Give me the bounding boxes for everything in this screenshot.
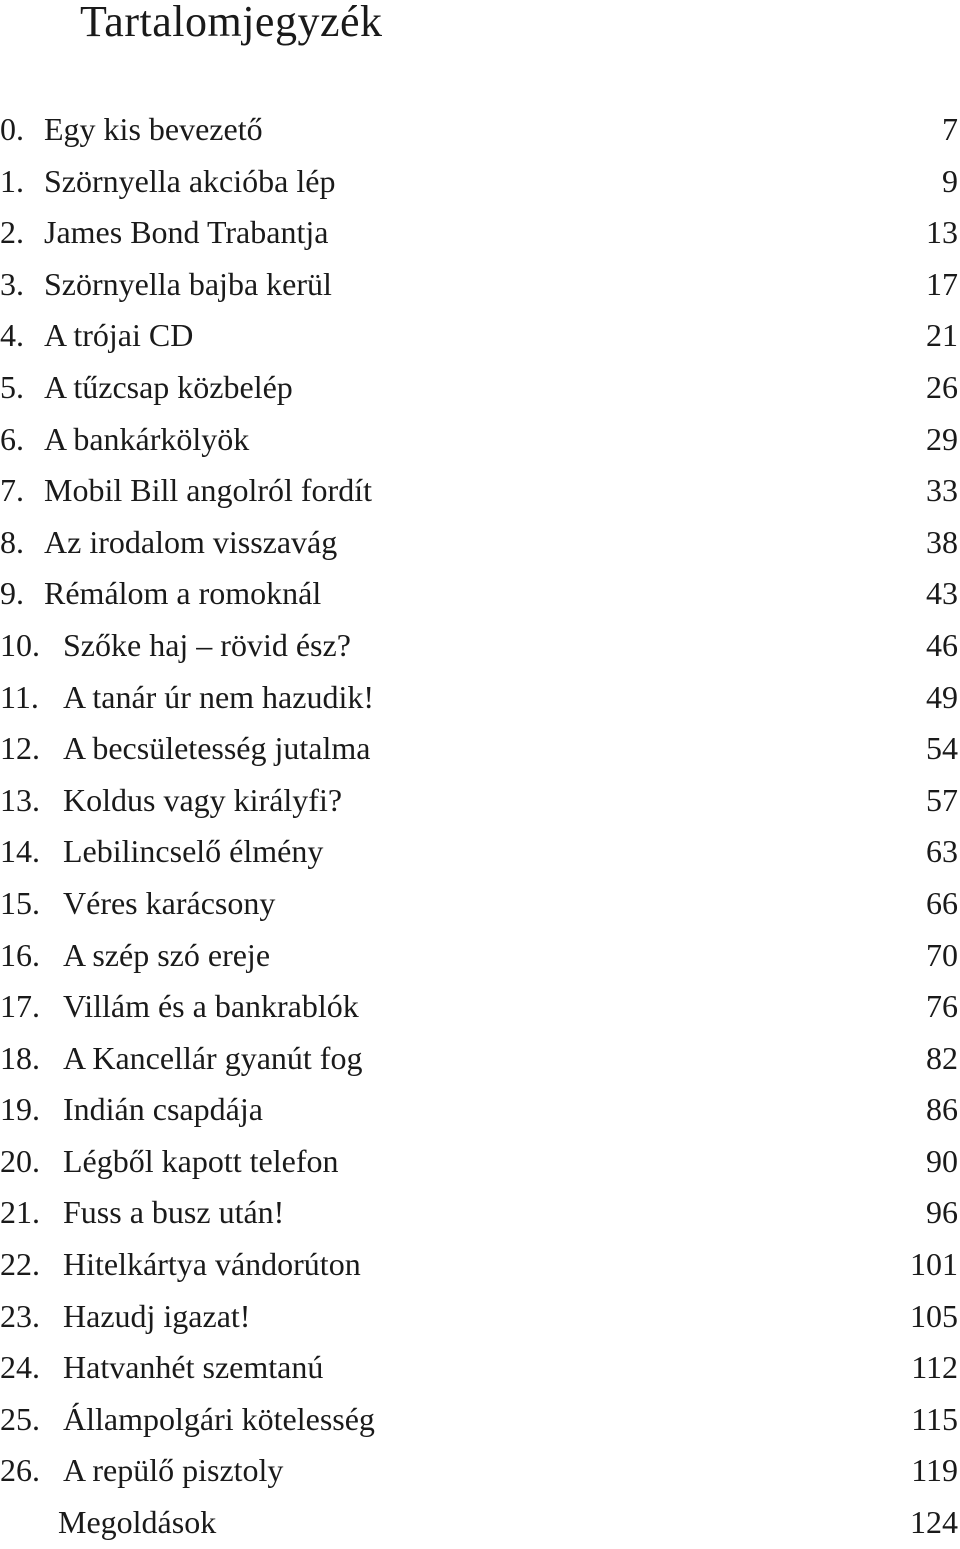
toc-entry-number: 20.	[0, 1142, 40, 1179]
toc-entry	[0, 981, 960, 1033]
toc-entry-number: 15.	[0, 884, 40, 921]
toc-entry-title: Szörnyella akcióba lép	[44, 162, 336, 199]
toc-entry-page-number: 9	[942, 162, 958, 199]
toc-entry-page-number: 86	[926, 1091, 958, 1128]
toc-entry-page-number: 112	[911, 1349, 958, 1386]
toc-entry-page-number: 7	[942, 111, 958, 147]
toc-entry-title: Megoldások	[58, 1504, 217, 1541]
toc-entry-title: Hazudj igazat!	[63, 1297, 251, 1334]
toc-entry-number: 5.	[0, 368, 24, 405]
toc-entry-number: 6.	[0, 420, 24, 457]
toc-entry-page-number: 54	[926, 730, 958, 767]
toc-entry-page-number: 21	[926, 317, 958, 354]
toc-entry	[0, 826, 960, 878]
toc-entry-page-number: 49	[926, 678, 958, 715]
toc-entry-page-number: 66	[926, 884, 958, 921]
toc-entry-page-number: 63	[926, 833, 958, 870]
toc-entry	[0, 1084, 960, 1136]
toc-entry-title: Villám és a bankrablók	[63, 988, 359, 1025]
toc-entry	[0, 568, 960, 620]
toc-entry-page-number: 13	[926, 214, 958, 251]
toc-entry-page-number: 76	[926, 988, 958, 1025]
toc-entry-number: 0.	[0, 111, 24, 147]
toc-entry-page-number: 82	[926, 1039, 958, 1076]
toc-entry-number: 2.	[0, 214, 24, 251]
toc-entry-number: 22.	[0, 1246, 40, 1283]
toc-entry-title: Az irodalom visszavág	[44, 523, 338, 560]
toc-entry-number: 10.	[0, 626, 40, 663]
toc-entry	[0, 1291, 960, 1343]
toc-entry-title: Szörnyella bajba kerül	[44, 265, 332, 302]
toc-entry-number: 8.	[0, 523, 24, 560]
toc-entry-number: 4.	[0, 317, 24, 354]
toc-entry-page-number: 115	[911, 1400, 958, 1437]
toc-entry-title: Egy kis bevezető	[44, 111, 263, 147]
toc-entry-number: 9.	[0, 575, 24, 612]
toc-entry-number: 19.	[0, 1091, 40, 1128]
toc-entry-number: 17.	[0, 988, 40, 1025]
toc-entry-page-number: 43	[926, 575, 958, 612]
toc-entry-page-number: 57	[926, 781, 958, 818]
toc-entry-number: 13.	[0, 781, 40, 818]
toc-entry-title: A tanár úr nem hazudik!	[63, 678, 374, 715]
toc-entry-page-number: 29	[926, 420, 958, 457]
toc-entry	[0, 1394, 960, 1446]
toc-entry	[0, 672, 960, 724]
toc-entry-title: A becsületesség jutalma	[63, 730, 371, 767]
toc-entry	[0, 414, 960, 466]
toc-entry-number: 25.	[0, 1400, 40, 1437]
toc-entry-number: 14.	[0, 833, 40, 870]
toc-entry-page-number: 119	[911, 1452, 958, 1489]
toc-entry-title: A Kancellár gyanút fog	[63, 1039, 363, 1076]
toc-entry-title: A bankárkölyök	[44, 420, 250, 457]
toc-entry-title: Indián csapdája	[63, 1091, 263, 1128]
toc-entry-title: Fuss a busz után!	[63, 1194, 285, 1231]
toc-entry-title: Hitelkártya vándorúton	[63, 1246, 361, 1283]
toc-entry	[0, 362, 960, 414]
toc-entry	[0, 930, 960, 982]
toc-entry	[0, 775, 960, 827]
toc-entry-title: Légből kapott telefon	[63, 1142, 339, 1179]
toc-entry	[0, 1342, 960, 1394]
toc-entry-page-number: 17	[926, 265, 958, 302]
toc-entry	[0, 1033, 960, 1085]
toc-entry	[0, 104, 960, 156]
toc-entry-number: 11.	[0, 678, 39, 715]
page-title: Tartalomjegyzék	[80, 0, 383, 46]
toc-entry-page-number: 70	[926, 936, 958, 973]
toc-entry-title: Rémálom a romoknál	[44, 575, 322, 612]
toc-entry	[0, 1497, 960, 1549]
toc-entry-page-number: 124	[910, 1504, 958, 1541]
toc-entry	[0, 1187, 960, 1239]
toc-entry-title: Lebilincselő élmény	[63, 833, 324, 870]
toc-entry-number: 7.	[0, 472, 24, 509]
toc-entry	[0, 1445, 960, 1497]
toc-entry-page-number: 38	[926, 523, 958, 560]
toc-entry	[0, 465, 960, 517]
toc-entry	[0, 259, 960, 311]
toc-entry-number: 26.	[0, 1452, 40, 1489]
toc-entry-title: A repülő pisztoly	[63, 1452, 284, 1489]
toc-entry-title: Hatvanhét szemtanú	[63, 1349, 324, 1386]
toc-entry-title: Szőke haj – rövid ész?	[63, 626, 351, 663]
toc-entry	[0, 156, 960, 208]
toc-entry-page-number: 96	[926, 1194, 958, 1231]
toc-entry-title: Koldus vagy királyfi?	[63, 781, 343, 818]
toc-entry-title: Mobil Bill angolról fordít	[44, 472, 372, 509]
toc-entry-number: 12.	[0, 730, 40, 767]
toc-entry-title: James Bond Trabantja	[44, 214, 329, 251]
toc-entry-page-number: 26	[926, 368, 958, 405]
table-of-contents	[0, 104, 960, 1549]
toc-entry-number: 24.	[0, 1349, 40, 1386]
toc-entry-number: 16.	[0, 936, 40, 973]
toc-entry-number: 18.	[0, 1039, 40, 1076]
toc-entry-page-number: 33	[926, 472, 958, 509]
toc-entry	[0, 517, 960, 569]
toc-entry-title: Véres karácsony	[63, 884, 276, 921]
toc-entry	[0, 620, 960, 672]
toc-entry-page-number: 90	[926, 1142, 958, 1179]
toc-entry	[0, 1136, 960, 1188]
toc-entry	[0, 310, 960, 362]
toc-entry-number: 1.	[0, 162, 24, 199]
toc-entry-number: 23.	[0, 1297, 40, 1334]
toc-entry	[0, 1239, 960, 1291]
toc-entry-title: A szép szó ereje	[63, 936, 271, 973]
toc-entry-page-number: 46	[926, 626, 958, 663]
toc-entry	[0, 723, 960, 775]
toc-entry-title: Állampolgári kötelesség	[63, 1400, 375, 1437]
toc-entry-page-number: 105	[910, 1297, 958, 1334]
toc-entry-title: A tűzcsap közbelép	[44, 368, 293, 405]
toc-entry-number: 3.	[0, 265, 24, 302]
toc-entry-title: A trójai CD	[44, 317, 194, 354]
toc-entry-page-number: 101	[910, 1246, 958, 1283]
toc-entry	[0, 207, 960, 259]
toc-entry	[0, 878, 960, 930]
toc-entry-number: 21.	[0, 1194, 40, 1231]
